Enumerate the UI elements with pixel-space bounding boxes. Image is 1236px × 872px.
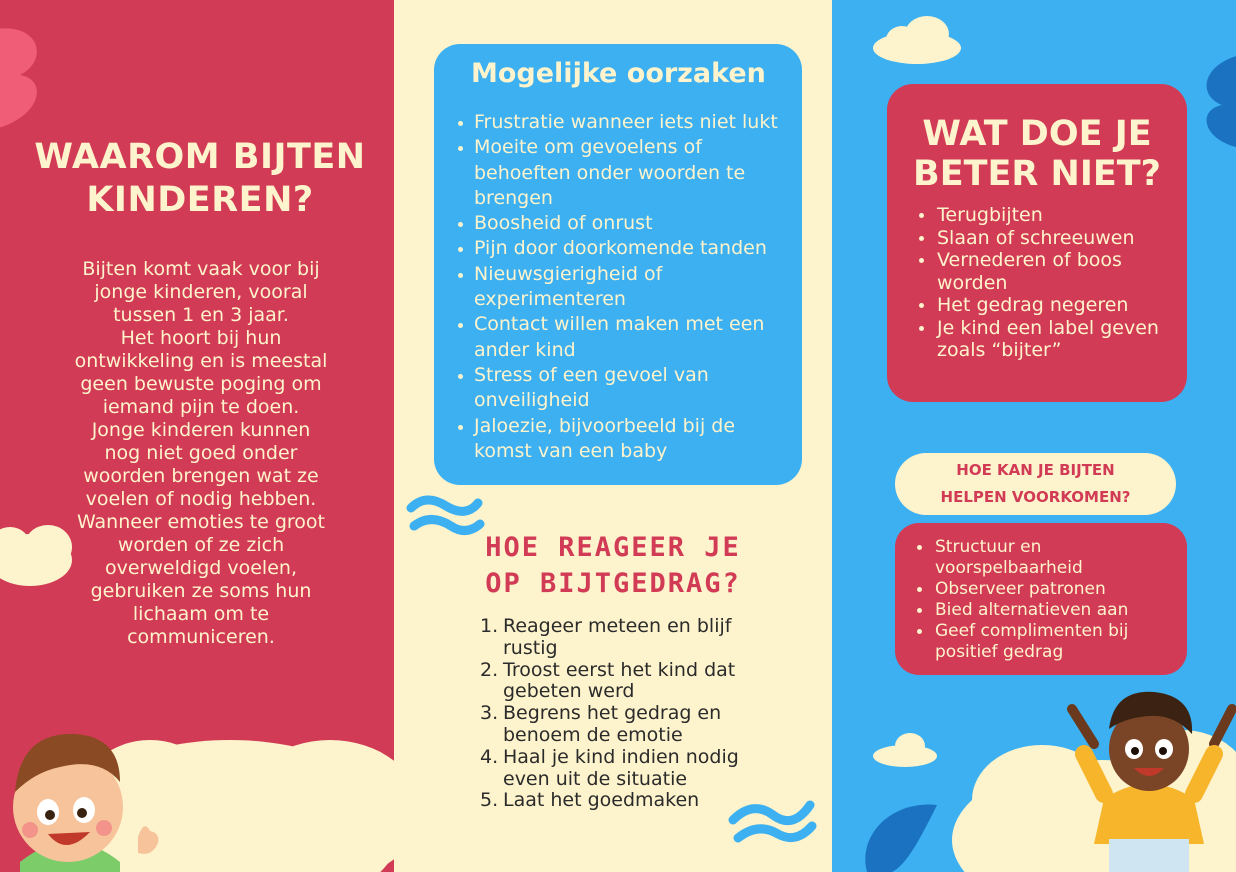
list-item: Moeite om gevoelens of behoeften onder woorden te brengen: [456, 135, 796, 211]
list-item: Jaloezie, bijvoorbeeld bij de komst van een baby: [456, 414, 796, 465]
panel-causes-and-reactions: [394, 0, 832, 872]
causes-card: [434, 44, 802, 485]
dont-list: [915, 204, 1175, 362]
dont-card: [887, 84, 1187, 402]
kid-illustration: [1064, 684, 1236, 872]
list-item: Frustratie wanneer iets niet lukt: [456, 110, 796, 135]
list-item: Structuur en voorspelbaarheid: [913, 537, 1183, 579]
leaf-decoration: [0, 20, 50, 140]
list-item: Observeer patronen: [913, 579, 1183, 600]
causes-title: Mogelijke oorzaken: [471, 58, 766, 89]
list-item: Geef complimenten bij positief gedrag: [913, 621, 1183, 663]
list-item: Je kind een label geven zoals “bijter”: [915, 317, 1175, 362]
boy-illustration: [0, 712, 170, 872]
list-item: 2. Troost eerst het kind dat gebeten werd: [480, 658, 736, 703]
react-title: HOE REAGEER JE OP BIJTGEDRAG?: [485, 532, 741, 599]
list-item: Terugbijten: [915, 204, 1175, 227]
list-item: Het gedrag negeren: [915, 294, 1175, 317]
leaf-decoration: [852, 795, 942, 872]
list-item: Nieuwsgierigheid of experimenteren: [456, 262, 796, 313]
list-item: 5. Laat het goedmaken: [480, 789, 700, 812]
list-item: 3. Begrens het gedrag en benoem de emotie: [480, 702, 722, 746]
list-item: Bied alternatieven aan: [913, 600, 1183, 621]
intro-paragraph: Bijten komt vaak voor bij jonge kinderen, vooral tussen 1 en 3 jaar. Het hoort bij hun ontwikkeling en is meestal geen bewuste poging om iemand pijn te doen. Jonge kinderen kunnen nog niet goed onder woorden brengen wat ze voelen of nodig hebben. Wanneer emoties te groot worden of ze zich overweldigd voelen, gebruiken ze soms hun lichaam om te communiceren.: [74, 258, 328, 648]
list-item: Boosheid of onrust: [456, 211, 796, 236]
prevent-list: [913, 537, 1183, 663]
list-item: Slaan of schreeuwen: [915, 227, 1175, 250]
list-item: Vernederen of boos worden: [915, 249, 1175, 294]
prevent-card: [895, 523, 1187, 675]
cloud-decoration: [870, 730, 940, 768]
cloud-decoration: [872, 12, 962, 64]
panel-title: WAAROM BIJTEN KINDEREN?: [34, 137, 366, 220]
list-item: 4. Haal je kind indien nodig even uit de situatie: [480, 745, 739, 790]
panel-dont-and-prevent: [832, 0, 1236, 872]
list-item: Contact willen maken met een ander kind: [456, 312, 796, 363]
react-steps-list: [480, 616, 770, 812]
prevent-title: HOE KAN JE BIJTEN HELPEN VOORKOMEN?: [895, 453, 1176, 515]
panel-why-kids-bite: [0, 0, 394, 872]
list-item: Pijn door doorkomende tanden: [456, 236, 796, 261]
dont-title: WAT DOE JE BETER NIET?: [913, 114, 1161, 194]
list-item: Stress of een gevoel van onveiligheid: [456, 363, 796, 414]
list-item: 1. Reageer meteen en blijf rustig: [480, 615, 732, 659]
causes-list: [456, 110, 796, 464]
leaf-decoration: [1192, 50, 1236, 150]
